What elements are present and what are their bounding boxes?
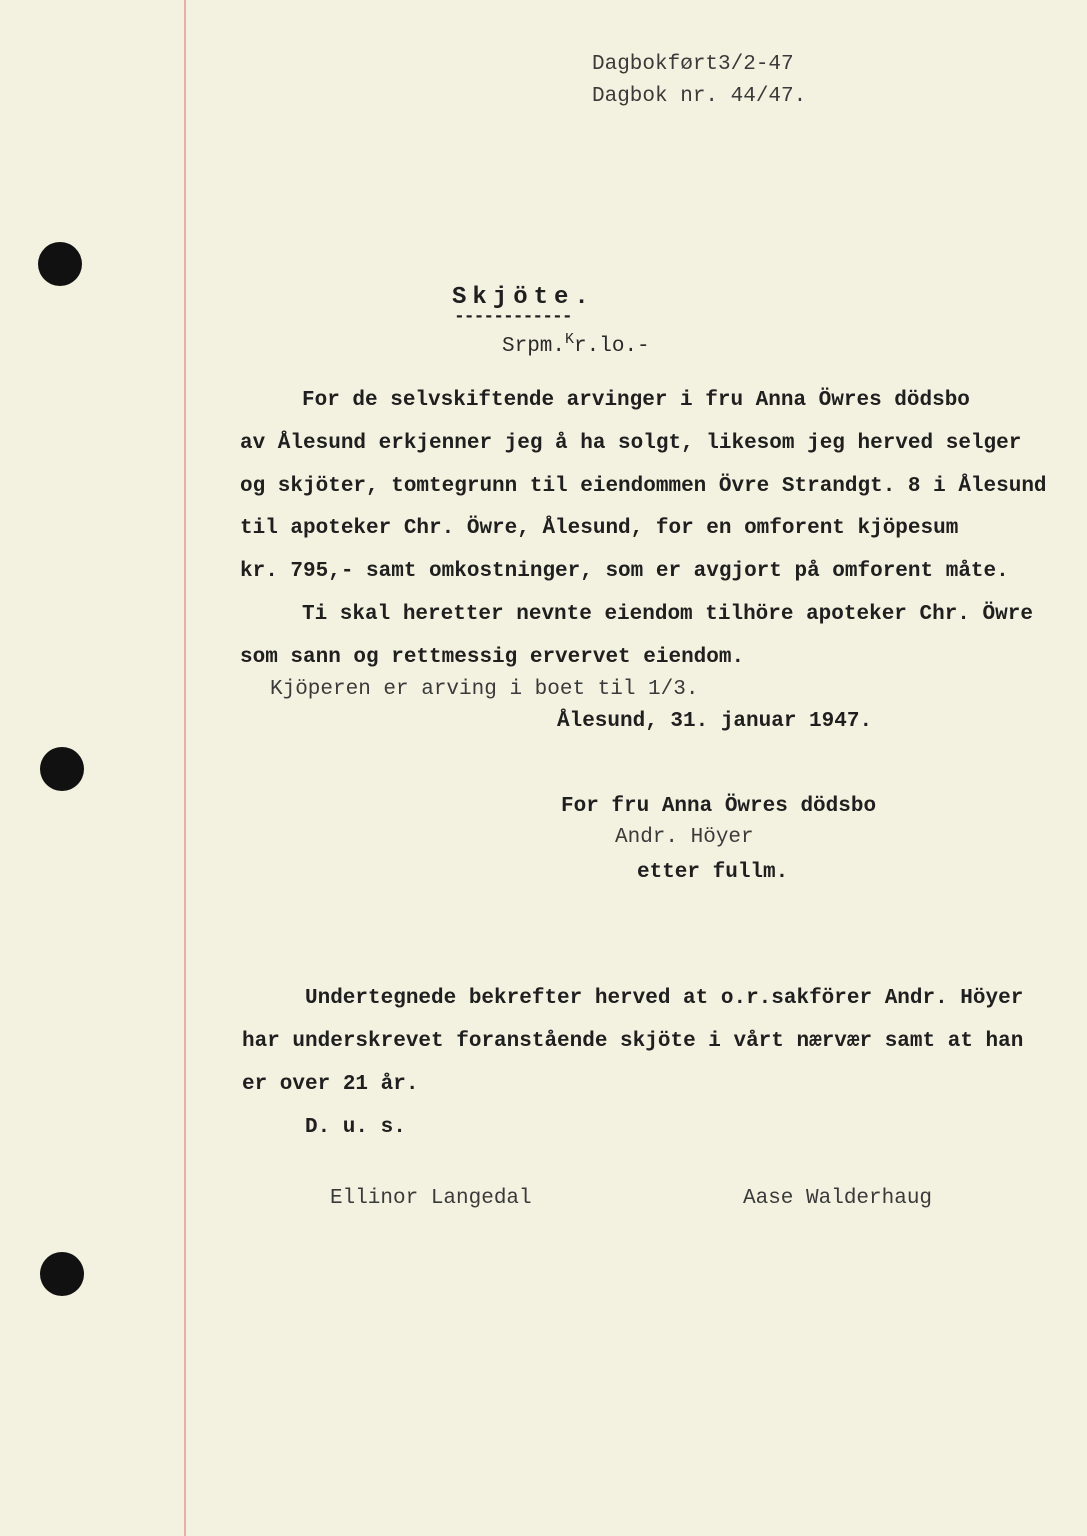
diary-entry-date: Dagbokført3/2-47 bbox=[592, 53, 794, 76]
margin-line bbox=[184, 0, 186, 1536]
witness-right: Aase Walderhaug bbox=[743, 1187, 933, 1210]
body-line: For de selvskiftende arvinger i fru Anna Öwres dödsbo bbox=[302, 389, 970, 412]
body-line: Ti skal heretter nevnte eiendom tilhöre apoteker Chr. Öwre bbox=[302, 603, 1033, 626]
confirmation-line: Undertegnede bekrefter herved at o.r.sakförer Andr. Höyer bbox=[305, 987, 1024, 1010]
punch-hole-middle bbox=[40, 747, 84, 791]
document-title: Skjöte. bbox=[452, 284, 595, 311]
buyer-note: Kjöperen er arving i boet til 1/3. bbox=[270, 678, 699, 701]
confirmation-line: har underskrevet foranstående skjöte i vårt nærvær samt at han bbox=[242, 1030, 1024, 1053]
diary-number: Dagbok nr. 44/47. bbox=[592, 85, 807, 108]
signatory-estate: For fru Anna Öwres dödsbo bbox=[561, 795, 877, 818]
signatory-capacity: etter fullm. bbox=[637, 861, 789, 884]
body-line: og skjöter, tomtegrunn til eiendommen Övre Strandgt. 8 i Ålesund bbox=[240, 475, 1047, 498]
body-line: av Ålesund erkjenner jeg å ha solgt, likesom jeg herved selger bbox=[240, 432, 1022, 455]
body-line: som sann og rettmessig ervervet eiendom. bbox=[240, 646, 745, 669]
stamp-fee: Srpm.$^K$r.lo.- bbox=[502, 331, 650, 358]
punch-hole-bottom bbox=[40, 1252, 84, 1296]
punch-hole-top bbox=[38, 242, 82, 286]
witness-left: Ellinor Langedal bbox=[330, 1187, 532, 1210]
title-underline: ------------ bbox=[454, 307, 572, 327]
body-line: kr. 795,- samt omkostninger, som er avgjort på omforent måte. bbox=[240, 560, 1009, 583]
closing-abbreviation: D. u. s. bbox=[305, 1116, 406, 1139]
confirmation-line: er over 21 år. bbox=[242, 1073, 419, 1096]
body-line: til apoteker Chr. Öwre, Ålesund, for en omforent kjöpesum bbox=[240, 517, 959, 540]
signatory-name: Andr. Höyer bbox=[615, 826, 754, 849]
place-date: Ålesund, 31. januar 1947. bbox=[557, 710, 873, 733]
